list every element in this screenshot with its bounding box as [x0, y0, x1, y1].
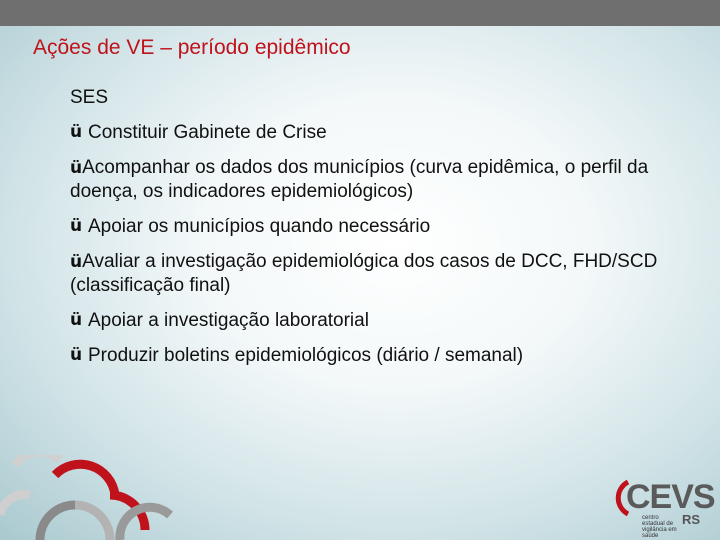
list-item — [70, 215, 705, 238]
check-icon: ü — [70, 252, 83, 272]
logo-subtitle: centro estadual de vigilância em saúde — [642, 515, 677, 539]
logo-name: CEVS — [626, 478, 715, 516]
list-item — [70, 344, 705, 367]
top-bar — [0, 0, 720, 26]
decorative-circles — [0, 455, 200, 540]
list-item-text: Constituir Gabinete de Crise — [88, 122, 327, 143]
check-icon: ü — [70, 310, 83, 330]
list-item-text: Apoiar a investigação laboratorial — [88, 310, 369, 331]
section-heading: SES — [70, 87, 109, 108]
check-icon: ü — [70, 158, 83, 178]
list-item — [70, 156, 705, 203]
slide-title: Ações de VE – período epidêmico — [33, 36, 351, 59]
slide-body — [70, 86, 705, 379]
list-item — [70, 121, 705, 144]
check-icon: ü — [70, 216, 83, 236]
cevs-logo — [606, 478, 715, 539]
list-item-text: Apoiar os municípios quando necessário — [88, 216, 431, 237]
list-item-text: Produzir boletins epidemiológicos (diário / semanal) — [88, 345, 524, 366]
list-item-text: Acompanhar os dados dos municípios (curva epidêmica, o perfil da doença, os indicadores epidemiológicos) — [70, 157, 649, 202]
logo-state: RS — [682, 512, 701, 527]
list-item-text: Avaliar a investigação epidemiológica dos casos de DCC, FHD/SCD (classificação final) — [70, 251, 658, 296]
list-item — [70, 250, 705, 297]
check-icon: ü — [70, 345, 83, 365]
check-icon: ü — [70, 122, 83, 142]
list-item — [70, 309, 705, 332]
